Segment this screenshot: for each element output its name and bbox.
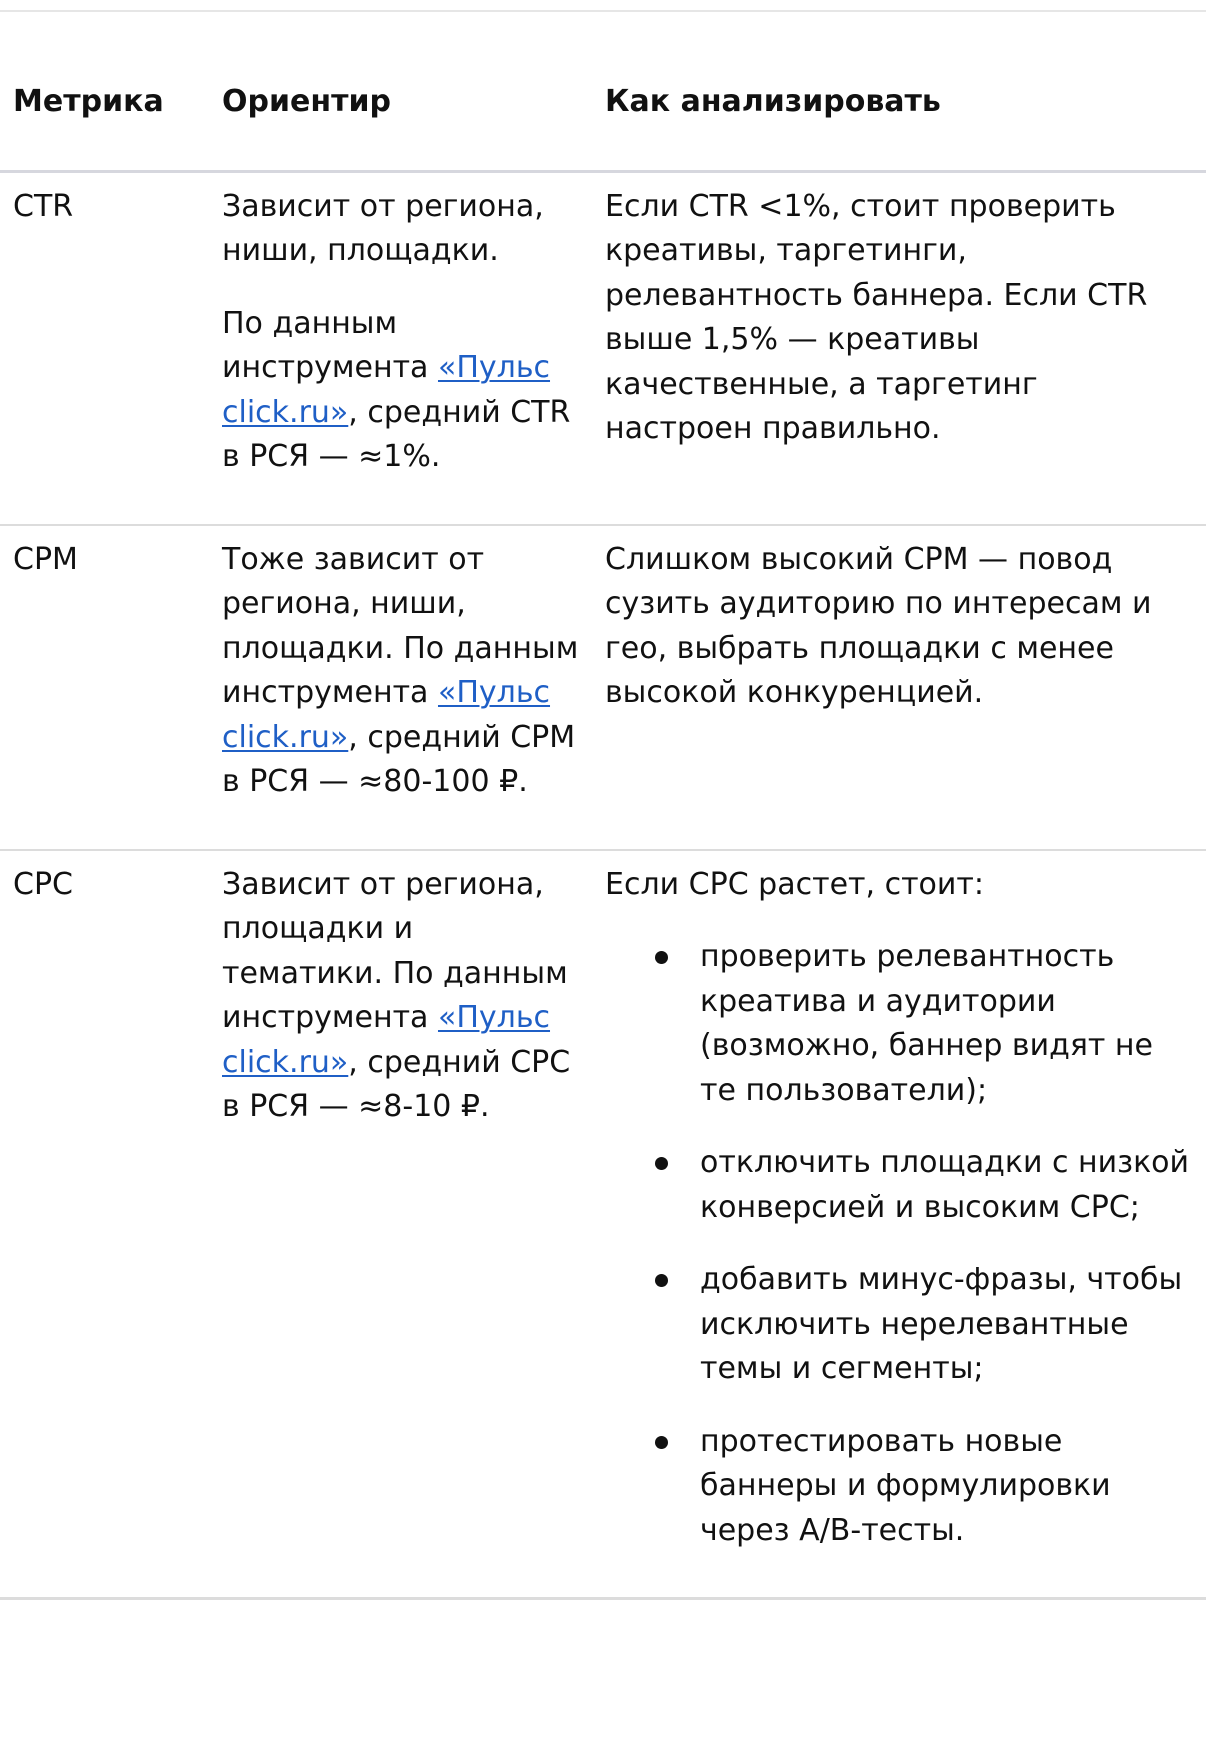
list-item-text: отключить площадки с низкой конверсией и высоким CPC; [700, 1145, 1190, 1225]
metric-name: CPC [13, 866, 73, 902]
metric-name: CPM [13, 541, 78, 577]
list-item-text: добавить минус-фразы, чтобы исключить нерелевантные темы и сегменты; [700, 1262, 1183, 1386]
benchmark-source [222, 538, 579, 805]
list-item-text: протестировать новые баннеры и формулировки через A/B-тесты. [700, 1423, 1111, 1548]
analysis-text: Слишком высокий CPM — повод сузить аудиторию по интересам и гео, выбрать площадки с менее высокой конкуренцией. [605, 541, 1152, 710]
list-item [700, 935, 1193, 1113]
list-item-text: проверить релевантность креатива и аудитории (возможно, баннер видят не те пользователи); [700, 939, 1153, 1108]
analysis-cell [592, 525, 1206, 850]
benchmark-prefix: По данным инструмента [222, 305, 438, 385]
header-metric: Метрика [0, 12, 209, 171]
list-item [700, 1258, 1193, 1392]
pulse-clickru-link[interactable]: «Пульс click.ru» [222, 675, 551, 755]
table-header-row [0, 12, 1206, 171]
table-row-cpc [0, 850, 1206, 1599]
recommendation-list [605, 935, 1193, 1553]
benchmark-suffix: , средний CTR в РСЯ — ≈1%. [222, 394, 571, 474]
benchmark-text: Зависит от региона, ниши, площадки. [222, 188, 544, 268]
benchmark-prefix: Тоже зависит от региона, ниши, площадки. По данным инструмента [222, 541, 579, 710]
metric-cell [0, 525, 209, 850]
metric-name: CTR [13, 188, 74, 224]
benchmark-source [222, 863, 579, 1130]
table-row-ctr [0, 171, 1206, 525]
metric-cell [0, 850, 209, 1599]
bullet-icon [655, 1436, 668, 1449]
benchmark-suffix: , средний CPC в РСЯ — ≈8-10 ₽. [222, 1044, 571, 1124]
benchmark-cell [209, 850, 592, 1599]
pulse-clickru-link[interactable]: «Пульс click.ru» [222, 1000, 551, 1080]
analysis-cell [592, 850, 1206, 1599]
benchmark-source [222, 302, 579, 480]
header-benchmark: Ориентир [209, 12, 592, 171]
analysis-intro: Если CPC растет, стоит: [605, 866, 984, 902]
header-analysis: Как анализировать [592, 12, 1206, 171]
table-row-cpm [0, 525, 1206, 850]
bullet-icon [655, 1274, 668, 1287]
list-item [700, 1141, 1193, 1230]
benchmark-prefix: Зависит от региона, площадки и тематики. По данным инструмента [222, 866, 568, 1035]
benchmark-cell [209, 525, 592, 850]
analysis-text: Если CTR <1%, стоит проверить креативы, таргетинги, релевантность баннера. Если CTR выше 1,5% — креативы качественные, а таргетинг настроен правильно. [605, 188, 1148, 446]
metric-cell [0, 171, 209, 525]
benchmark-cell [209, 171, 592, 525]
bullet-icon [655, 951, 668, 964]
bullet-icon [655, 1157, 668, 1170]
benchmark-suffix: , средний CPM в РСЯ — ≈80-100 ₽. [222, 719, 576, 799]
metrics-table [0, 12, 1206, 1600]
list-item [700, 1420, 1193, 1554]
pulse-clickru-link[interactable]: «Пульс click.ru» [222, 350, 551, 430]
analysis-cell [592, 171, 1206, 525]
